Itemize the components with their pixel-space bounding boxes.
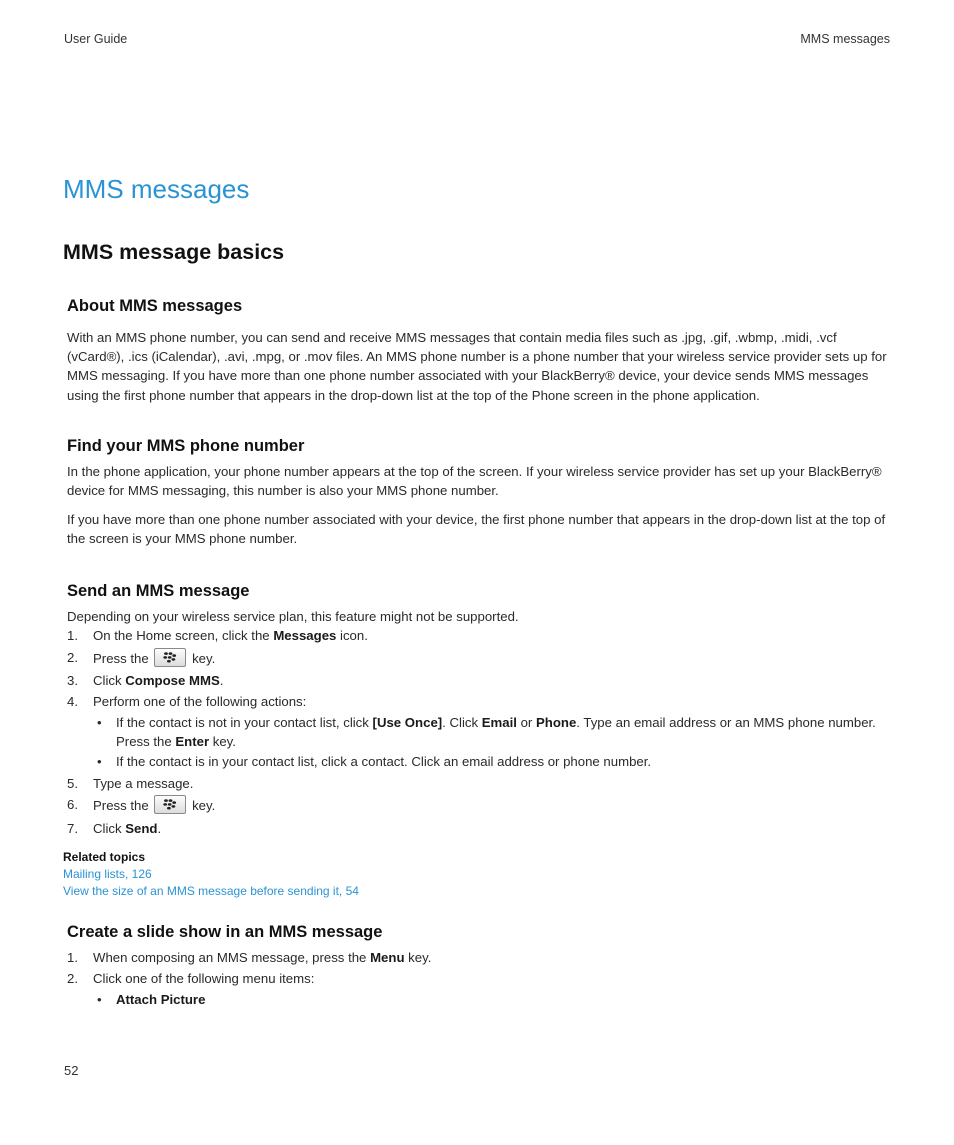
slideshow-step-2: 2. Click one of the following menu items: • Attach Picture: [67, 969, 893, 1010]
running-header-left: User Guide: [64, 32, 128, 46]
blackberry-menu-key-icon: [154, 795, 186, 814]
related-link-mailing-lists[interactable]: Mailing lists, 126: [63, 867, 152, 881]
slideshow-step-1: 1. When composing an MMS message, press the Menu key.: [67, 950, 432, 965]
send-step-3: 3. Click Compose MMS.: [67, 673, 224, 688]
send-intro: Depending on your wireless service plan, this feature might not be supported.: [67, 609, 519, 624]
send-step-2: 2. Press the key.: [67, 649, 216, 666]
page-title: MMS messages: [63, 174, 250, 204]
send-step-4-options: [93, 713, 893, 772]
about-body: With an MMS phone number, you can send and receive MMS messages that contain media files such as .jpg, .gif, .wbmp, .midi, .vcf (vCard®), .ics (iCalendar), .avi, .mpg, or .mov files. An MMS phone number is a phone number that your wireless service provider sets up for MMS messaging. If you have more than one phone number associated with your BlackBerry® device, your device sends MMS messages using the first phone number that appears in the drop-down list at the top of the Phone screen in the phone application.: [67, 330, 887, 403]
list-item: • Attach Picture: [97, 991, 206, 1007]
find-paragraph-2: If you have more than one phone number associated with your device, the first phone number that appears in the drop-down list at the top of the screen is your MMS phone number.: [67, 512, 886, 547]
section-title: MMS message basics: [63, 240, 285, 264]
slideshow-heading: Create a slide show in an MMS message: [67, 923, 383, 941]
send-step-6: 6. Press the key.: [67, 797, 216, 813]
list-item: • If the contact is not in your contact list, click [Use Once]. Click Email or Phone. Type an email address or an MMS phone number. Press the Enter key.: [97, 714, 876, 749]
find-paragraph-1: In the phone application, your phone number appears at the top of the screen. If your wireless service provider has set up your BlackBerry® device for MMS messaging, this number is also your MMS phone number.: [67, 464, 882, 499]
list-item: • If the contact is in your contact list, click a contact. Click an email address or phone number.: [97, 754, 652, 769]
send-step-5: 5. Type a message.: [67, 775, 194, 791]
send-step-1: 1. On the Home screen, click the Messages icon.: [67, 628, 368, 643]
send-steps-list: [67, 626, 893, 839]
related-topics-label: Related topics: [63, 850, 146, 864]
blackberry-menu-key-icon: [154, 648, 186, 667]
related-link-view-size[interactable]: View the size of an MMS message before sending it, 54: [63, 884, 359, 898]
send-step-7: 7. Click Send.: [67, 820, 162, 836]
about-heading: About MMS messages: [67, 297, 243, 315]
slideshow-menu-items: [93, 990, 893, 1010]
slideshow-steps-list: [67, 948, 893, 1009]
find-heading: Find your MMS phone number: [67, 437, 305, 455]
send-step-4: 4. Perform one of the following actions: • If the contact is not in your contact list, click [Use Once]. Click Email or Phone. Type an email address or an MMS phone number. Press the Enter key. • If the contact is in your contact list, click a contact. Click an email address or phone number.: [67, 692, 893, 772]
running-header-right: MMS messages: [800, 32, 890, 46]
page-number: 52: [64, 1063, 79, 1078]
send-heading: Send an MMS message: [67, 582, 250, 600]
